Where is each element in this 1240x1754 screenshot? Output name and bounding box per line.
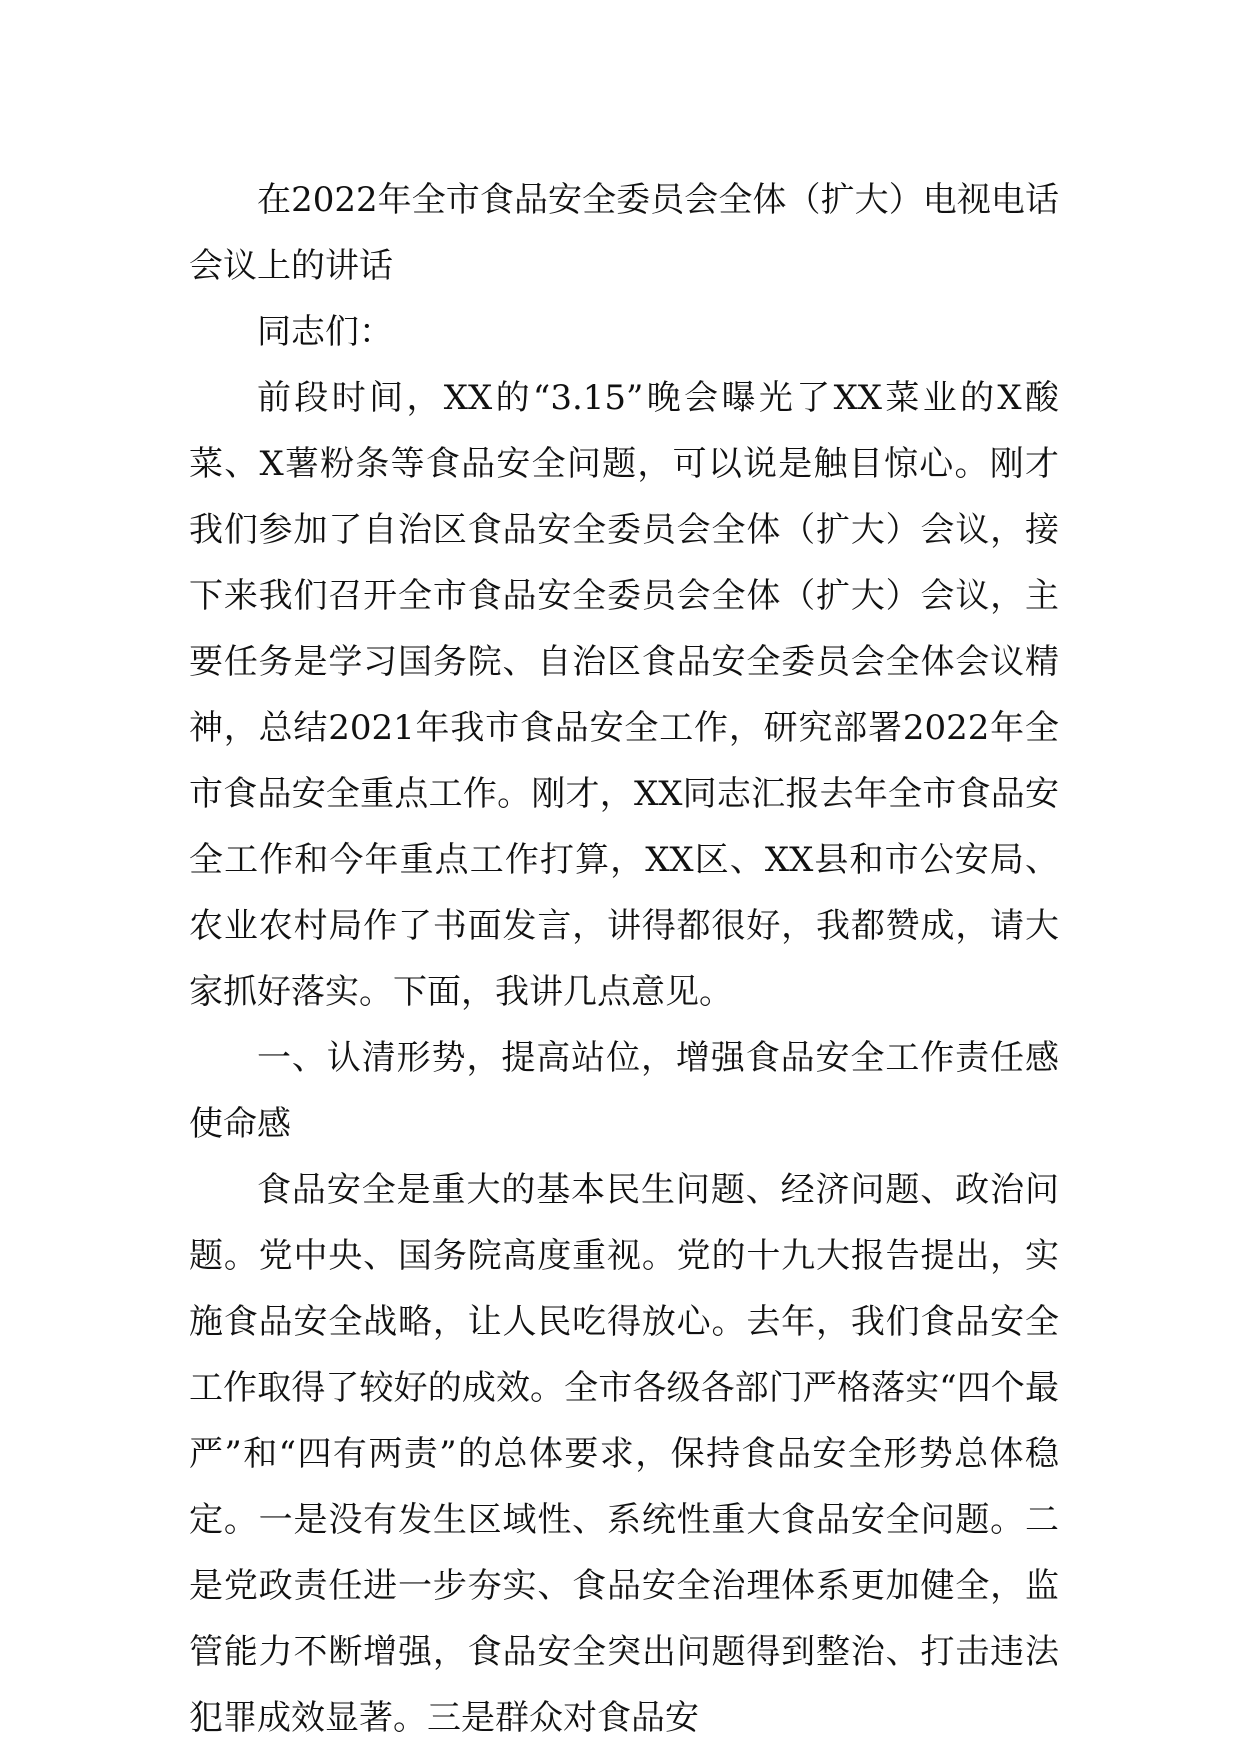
paragraph-intro: 前段时间，XX的“3.15”晚会曝光了XX菜业的X酸菜、X薯粉条等食品安全问题，可以说是触目惊心。刚才我们参加了自治区食品安全委员会全体（扩大）会议，接下来我们召开全市食品安全委员会全体（扩大）会议，主要任务是学习国务院、自治区食品安全委员会全体会议精神，总结2021年我市食品安全工作，研究部署2022年全市食品安全重点工作。刚才，XX同志汇报去年全市食品安全工作和今年重点工作打算，XX区、XX县和市公安局、农业农村局作了书面发言，讲得都很好，我都赞成，请大家抓好落实。下面，我讲几点意见。	[189, 378, 1059, 1012]
section-heading-1: 一、认清形势，提高站位，增强食品安全工作责任感使命感	[189, 1038, 1059, 1144]
document-title: 在2022年全市食品安全委员会全体（扩大）电视电话会议上的讲话	[189, 180, 1059, 286]
salutation: 同志们：	[257, 312, 393, 352]
paragraph-section-1: 食品安全是重大的基本民生问题、经济问题、政治问题。党中央、国务院高度重视。党的十九大报告提出，实施食品安全战略，让人民吃得放心。去年，我们食品安全工作取得了较好的成效。全市各级各部门严格落实“四个最严”和“四有两责”的总体要求，保持食品安全形势总体稳定。一是没有发生区域性、系统性重大食品安全问题。二是党政责任进一步夯实、食品安全治理体系更加健全，监管能力不断增强，食品安全突出问题得到整治、打击违法犯罪成效显著。三是群众对食品安	[189, 1170, 1059, 1738]
document-body	[189, 167, 1059, 1751]
